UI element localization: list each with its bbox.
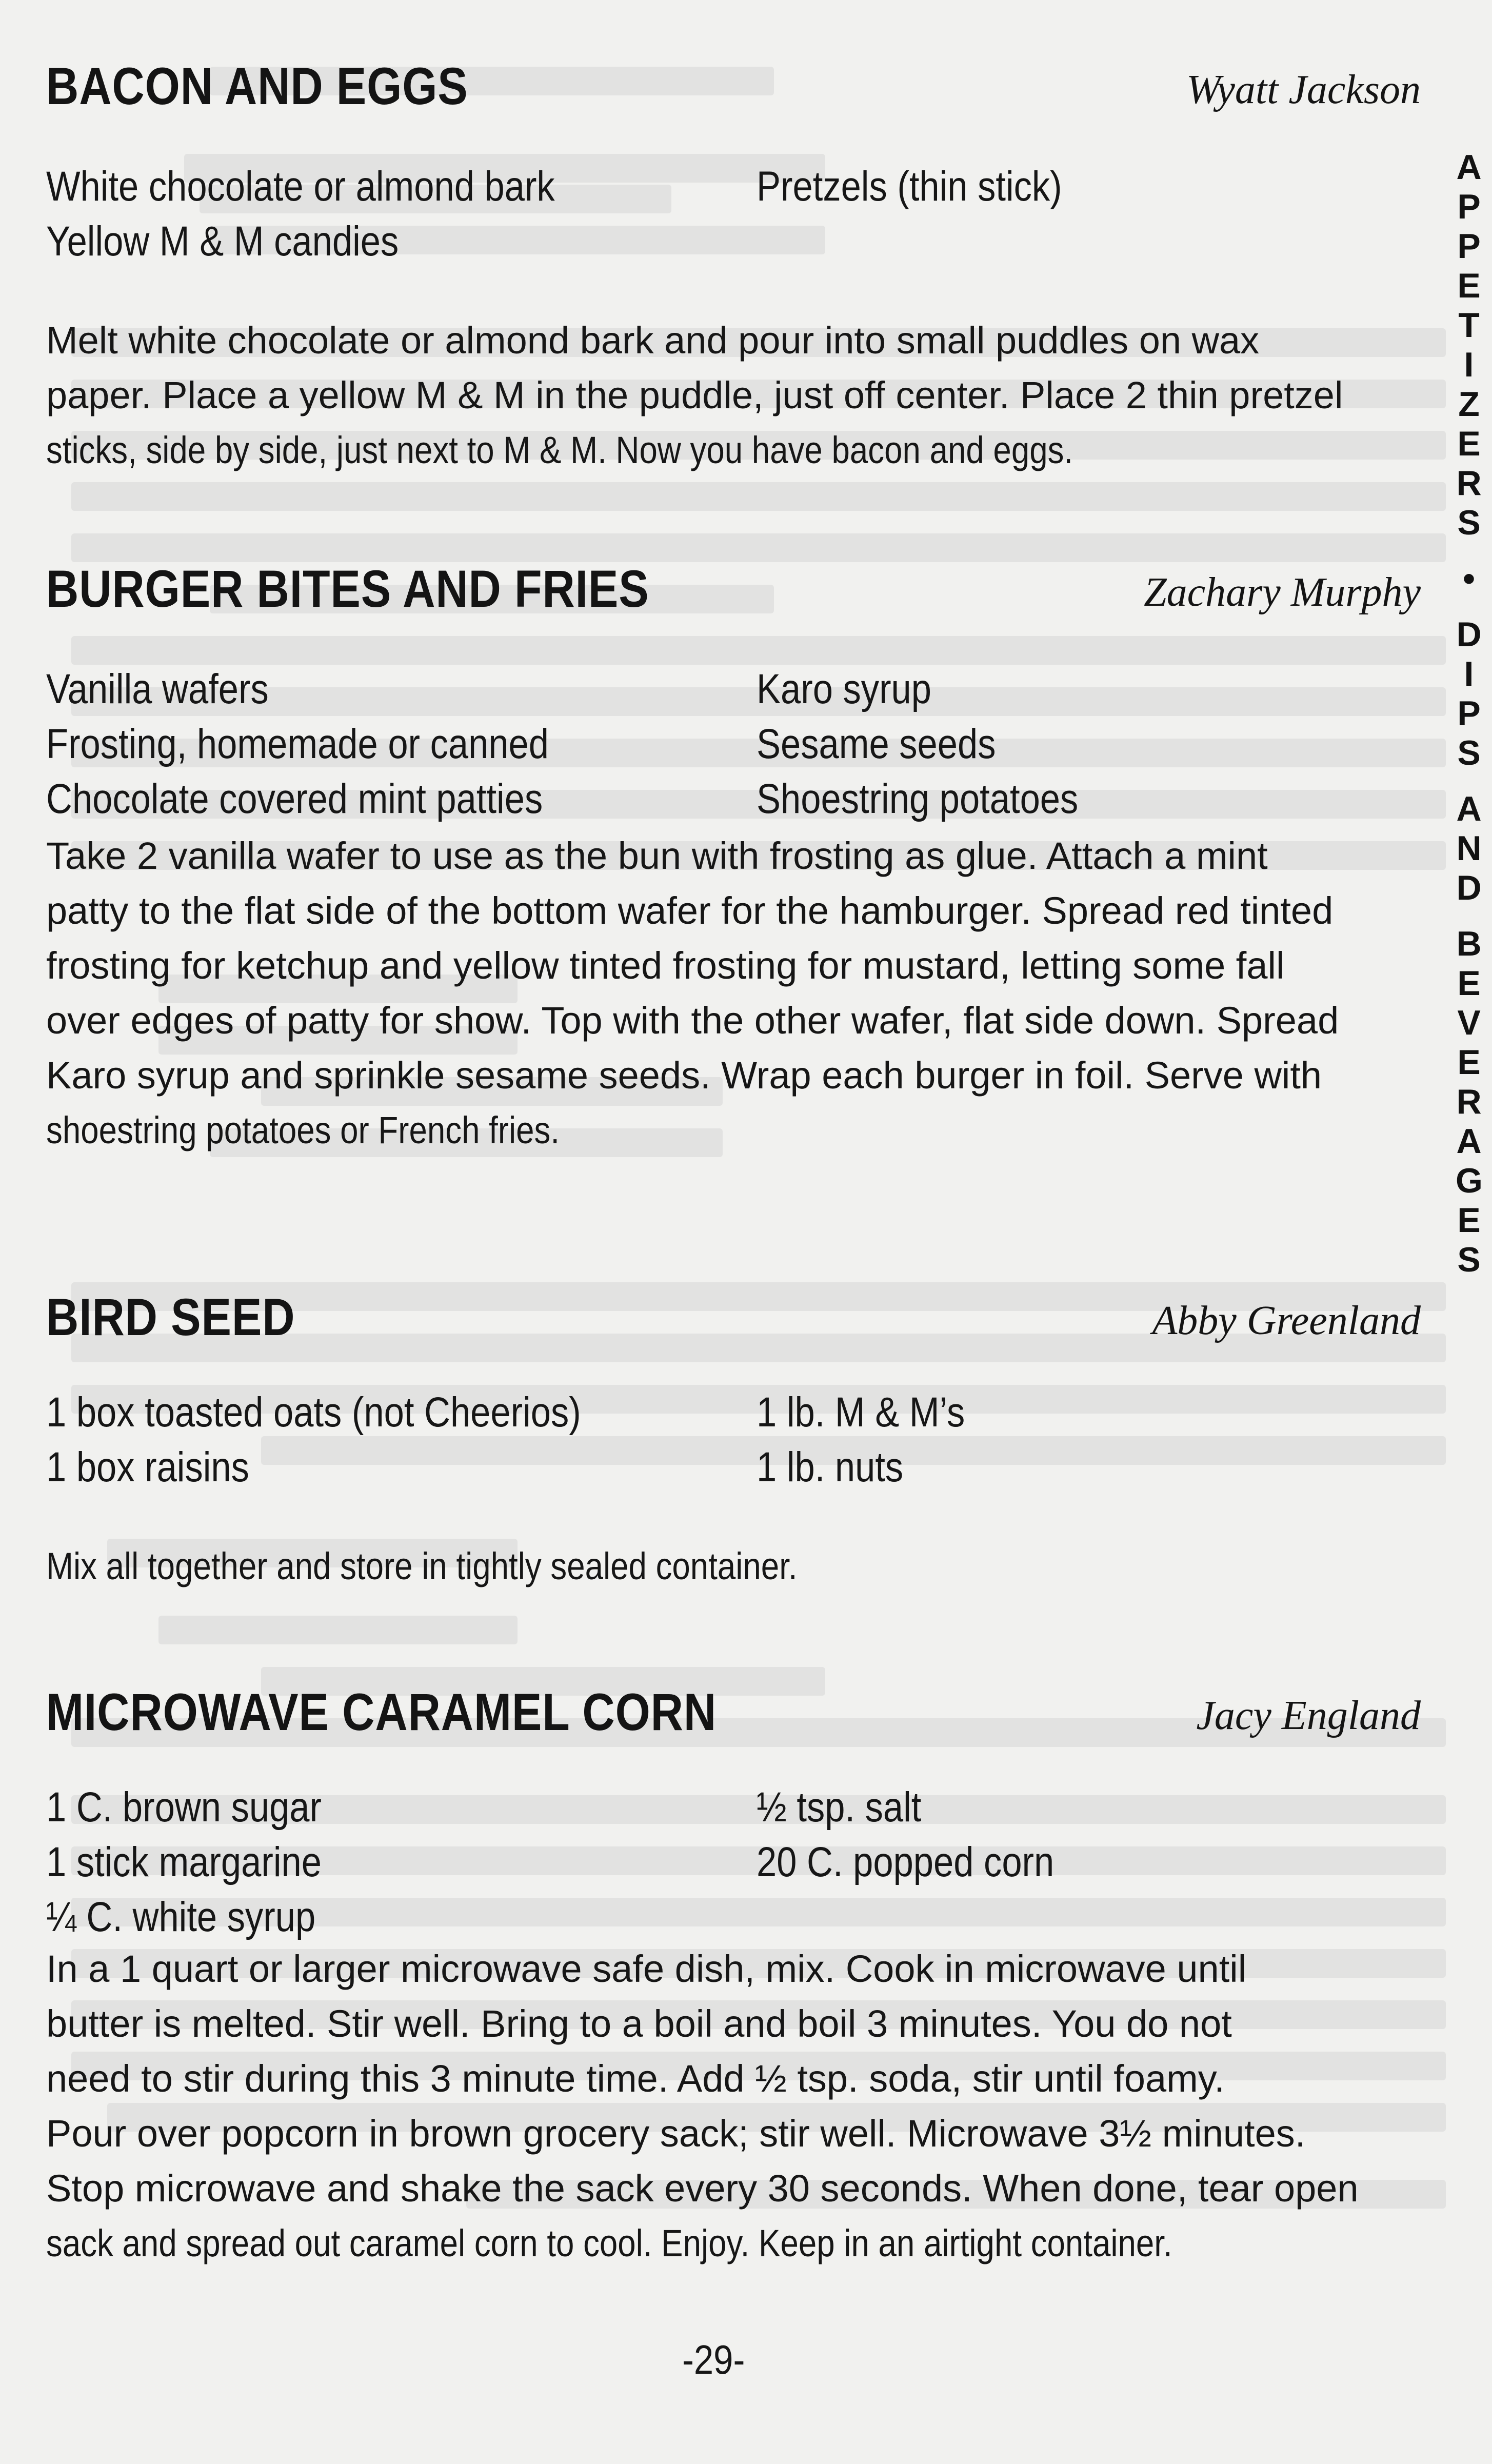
ingredient: 1 C. brown sugar (46, 1784, 322, 1831)
ingredients-left (46, 159, 555, 269)
recipe-author: Zachary Murphy (1144, 570, 1421, 615)
side-tab-gap (1456, 773, 1482, 789)
ingredient: White chocolate or almond bark (46, 163, 555, 210)
ingredient: ½ tsp. salt (757, 1784, 922, 1831)
recipe-author: Jacy England (1196, 1693, 1421, 1738)
recipe-title: MICROWAVE CARAMEL CORN (46, 1683, 717, 1741)
ingredient: Frosting, homemade or canned (46, 721, 549, 767)
ingredient: Vanilla wafers (46, 666, 269, 712)
side-tab-letter: V (1457, 1003, 1481, 1042)
side-tab-letter: G (1456, 1161, 1483, 1200)
instruction-line: sack and spread out caramel corn to cool. Enjoy. Keep in an airtight container. (46, 2222, 1172, 2264)
instruction-line: Mix all together and store in tightly sealed container. (46, 1545, 798, 1587)
ingredient: 1 stick margarine (46, 1839, 322, 1885)
recipe-instructions (46, 828, 1421, 1158)
instruction-line: sticks, side by side, just next to M & M. Now you have bacon and eggs. (46, 429, 1073, 471)
instruction-line: patty to the flat side of the bottom wafer for the hamburger. Spread red tinted (46, 889, 1334, 932)
ingredient: 1 box raisins (46, 1444, 249, 1491)
side-tab-letter: D (1456, 868, 1482, 907)
side-tab-letter: S (1457, 733, 1481, 772)
side-tab-letter: D (1456, 615, 1482, 654)
side-tab-letter: E (1457, 424, 1481, 463)
ingredients-left (46, 1385, 581, 1495)
instruction-line: shoestring potatoes or French fries. (46, 1109, 560, 1151)
instruction-line: need to stir during this 3 minute time. Add ½ tsp. soda, stir until foamy. (46, 2057, 1225, 2100)
instruction-line: frosting for ketchup and yellow tinted frosting for mustard, letting some fall (46, 944, 1285, 987)
side-tab-letter: E (1457, 964, 1481, 1003)
side-tab-letter: S (1457, 503, 1481, 542)
ingredients-left (46, 662, 549, 826)
ingredient: 20 C. popped corn (757, 1839, 1055, 1885)
side-tab-letter: E (1457, 1201, 1481, 1240)
recipe-author: Abby Greenland (1152, 1298, 1421, 1343)
ingredient: 1 box toasted oats (not Cheerios) (46, 1389, 581, 1436)
ingredient: Chocolate covered mint patties (46, 776, 543, 822)
side-tab-letter: • (1463, 559, 1475, 598)
side-tab-letter: I (1464, 345, 1474, 384)
side-tab-letter: A (1456, 1122, 1482, 1161)
ingredient: 1 lb. nuts (757, 1444, 904, 1491)
ingredients-right (757, 1385, 965, 1495)
ingredient: Sesame seeds (757, 721, 996, 767)
recipe-instructions (46, 1941, 1421, 2271)
side-tab-letter: E (1457, 266, 1481, 305)
side-tab-letter: P (1457, 694, 1481, 733)
instruction-line: Stop microwave and shake the sack every 30 seconds. When done, tear open (46, 2167, 1359, 2210)
recipe-instructions (46, 313, 1421, 478)
ingredients-right (757, 662, 1078, 826)
side-tab-letter: I (1464, 654, 1474, 693)
side-tab-letter: Z (1458, 385, 1480, 424)
ingredient: Karo syrup (757, 666, 932, 712)
side-tab-letter: R (1456, 464, 1482, 503)
recipe-author: Wyatt Jackson (1186, 67, 1421, 112)
instruction-line: Take 2 vanilla wafer to use as the bun with frosting as glue. Attach a mint (46, 834, 1268, 877)
ingredient: Pretzels (thin stick) (757, 163, 1062, 210)
side-tab-letter: E (1457, 1043, 1481, 1082)
recipe-title: BURGER BITES AND FRIES (46, 560, 649, 618)
ingredients-right (757, 159, 1062, 214)
side-tab-letter: A (1456, 148, 1482, 187)
side-tab-gap (1456, 599, 1482, 615)
instruction-line: over edges of patty for show. Top with the other wafer, flat side down. Spread (46, 999, 1339, 1042)
side-tab-letter: S (1457, 1240, 1481, 1279)
ingredient: Yellow M & M candies (46, 218, 399, 265)
ingredients-left (46, 1780, 322, 1944)
side-tab-letter: B (1456, 924, 1482, 963)
side-tab-letter: T (1458, 306, 1480, 345)
recipe-title: BACON AND EGGS (46, 57, 468, 115)
section-side-tab (1456, 148, 1482, 1280)
instruction-line: Karo syrup and sprinkle sesame seeds. Wrap each burger in foil. Serve with (46, 1054, 1322, 1097)
recipe-instructions (46, 1539, 1421, 1594)
side-tab-letter: A (1456, 789, 1482, 828)
ingredient: Shoestring potatoes (757, 776, 1079, 822)
side-tab-gap (1456, 908, 1482, 924)
side-tab-gap (1456, 543, 1482, 559)
side-tab-letter: N (1456, 829, 1482, 868)
side-tab-letter: P (1457, 187, 1481, 226)
ingredients-right (757, 1780, 1054, 1890)
ingredient: 1 lb. M & M’s (757, 1389, 965, 1436)
instruction-line: paper. Place a yellow M & M in the puddle, just off center. Place 2 thin pretzel (46, 374, 1343, 416)
recipe-title: BIRD SEED (46, 1288, 295, 1346)
page-number: -29- (682, 2337, 745, 2382)
side-tab-letter: R (1456, 1082, 1482, 1121)
instruction-line: butter is melted. Stir well. Bring to a boil and boil 3 minutes. You do not (46, 2002, 1232, 2045)
ingredient: ¼ C. white syrup (46, 1894, 316, 1940)
instruction-line: Pour over popcorn in brown grocery sack; stir well. Microwave 3½ minutes. (46, 2112, 1306, 2155)
instruction-line: In a 1 quart or larger microwave safe dish, mix. Cook in microwave until (46, 1948, 1247, 1990)
instruction-line: Melt white chocolate or almond bark and pour into small puddles on wax (46, 319, 1260, 362)
side-tab-letter: P (1457, 227, 1481, 266)
